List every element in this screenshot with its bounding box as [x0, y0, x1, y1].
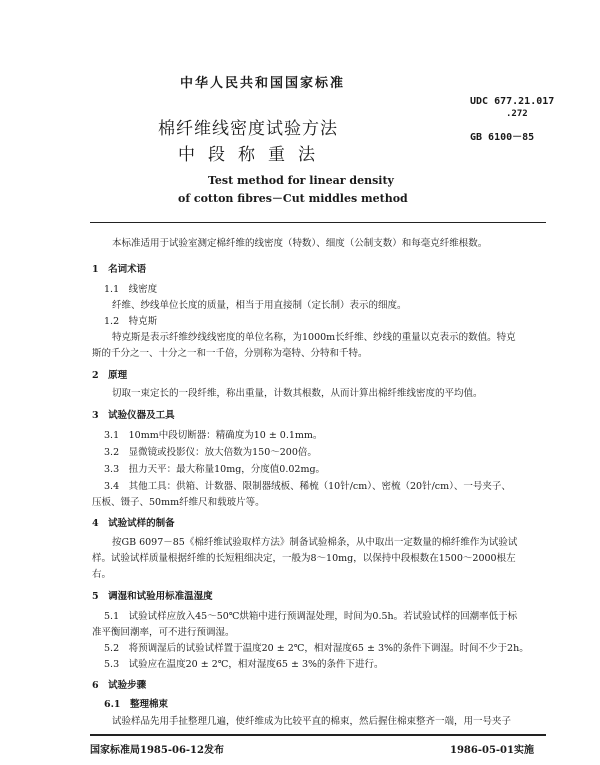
- standard-title-cn: 棉纤维线密度试验方法: [158, 119, 338, 139]
- section-4-heading: 4 试验试样的制备: [92, 518, 175, 529]
- standard-title-en-line1: Test method for linear density: [208, 174, 394, 187]
- section-4-text-line2: 样。试验试样质量根据纤维的长短粗细决定，一般为8～10mg，以保持中段根数在1500～2000根左: [92, 553, 516, 564]
- section-3-heading: 3 试验仪器及工具: [92, 410, 175, 421]
- section-1-heading: 1 名词术语: [92, 264, 147, 275]
- footer-divider: [90, 734, 546, 736]
- section-5-1-line1: 5.1 试验试样应放入45～50℃烘箱中进行预调湿处理，时间为0.5h。若试验试样的回潮率低于标: [104, 611, 518, 622]
- section-5-1-line2: 准平衡回潮率，可不进行预调湿。: [92, 627, 235, 638]
- section-3-3: 3.3 扭力天平：最大称量10mg，分度值0.02mg。: [104, 464, 326, 475]
- udc-code-suffix: .272: [506, 109, 528, 119]
- section-6-heading: 6 试验步骤: [92, 680, 147, 691]
- section-5-2: 5.2 将预调湿后的试验试样置于温度20 ± 2℃，相对湿度65 ± 3%的条件下调湿。时间不少于2h。: [104, 643, 529, 654]
- section-1-2-text-line2: 斯的千分之一、十分之一和一千倍，分别称为毫特、分特和千特。: [92, 348, 368, 359]
- section-3-1: 3.1 10mm中段切断器：精确度为10 ± 0.1mm。: [104, 430, 323, 441]
- udc-code: UDC 677.21.017: [470, 96, 555, 107]
- section-1-2-heading: 1.2 特克斯: [104, 316, 158, 327]
- section-4-text-line3: 右。: [92, 569, 112, 580]
- section-5-3: 5.3 试验应在温度20 ± 2℃，相对湿度65 ± 3%的条件下进行。: [104, 659, 384, 670]
- section-3-4-line2: 压板、镊子、50mm纤维尺和载玻片等。: [92, 497, 265, 508]
- section-6-1-heading: 6.1 整理棉束: [104, 699, 169, 710]
- section-6-1-text: 试验样品先用手扯整理几遍，使纤维成为比较平直的棉束，然后握住棉束整齐一端，用一号夹子: [112, 716, 512, 727]
- section-4-text-line1: 按GB 6097－85《棉纤维试验取样方法》制备试验棉条，从中取出一定数量的棉纤维作为试验试: [112, 537, 518, 548]
- section-3-2: 3.2 显微镜或投影仪：放大倍数为150～200倍。: [104, 447, 317, 458]
- issuing-country-standard: 中华人民共和国国家标准: [180, 76, 346, 91]
- gb-number: GB 6100－85: [470, 132, 535, 143]
- standard-subtitle-cn: 中段称重法: [178, 145, 328, 165]
- standard-title-en-line2: of cotton fibres－Cut middles method: [178, 192, 408, 205]
- section-1-1-text: 纤维、纱线单位长度的质量，相当于用直接制（定长制）表示的细度。: [112, 300, 407, 311]
- effective-date: 1986-05-01实施: [450, 745, 534, 756]
- section-5-heading: 5 调湿和试验用标准温湿度: [92, 591, 213, 602]
- header-divider: [90, 222, 546, 223]
- section-1-1-heading: 1.1 线密度: [104, 284, 158, 295]
- intro-paragraph: 本标准适用于试验室测定棉纤维的线密度（特数）、细度（公制支数）和每毫克纤维根数。: [112, 238, 488, 249]
- issued-date: 国家标准局1985-06-12发布: [90, 745, 224, 756]
- section-3-4-line1: 3.4 其他工具：供箱、计数器、限制器绒板、稀梳（10针/cm）、密梳（20针/cm）、一号夹子、: [104, 481, 511, 492]
- section-1-2-text-line1: 特克斯是表示纤维纱线线密度的单位名称，为1000m长纤维、纱线的重量以克表示的数值。特克: [112, 332, 516, 343]
- section-2-text: 切取一束定长的一段纤维，称出重量，计数其根数，从而计算出棉纤维线密度的平均值。: [112, 388, 483, 399]
- section-2-heading: 2 原理: [92, 370, 128, 381]
